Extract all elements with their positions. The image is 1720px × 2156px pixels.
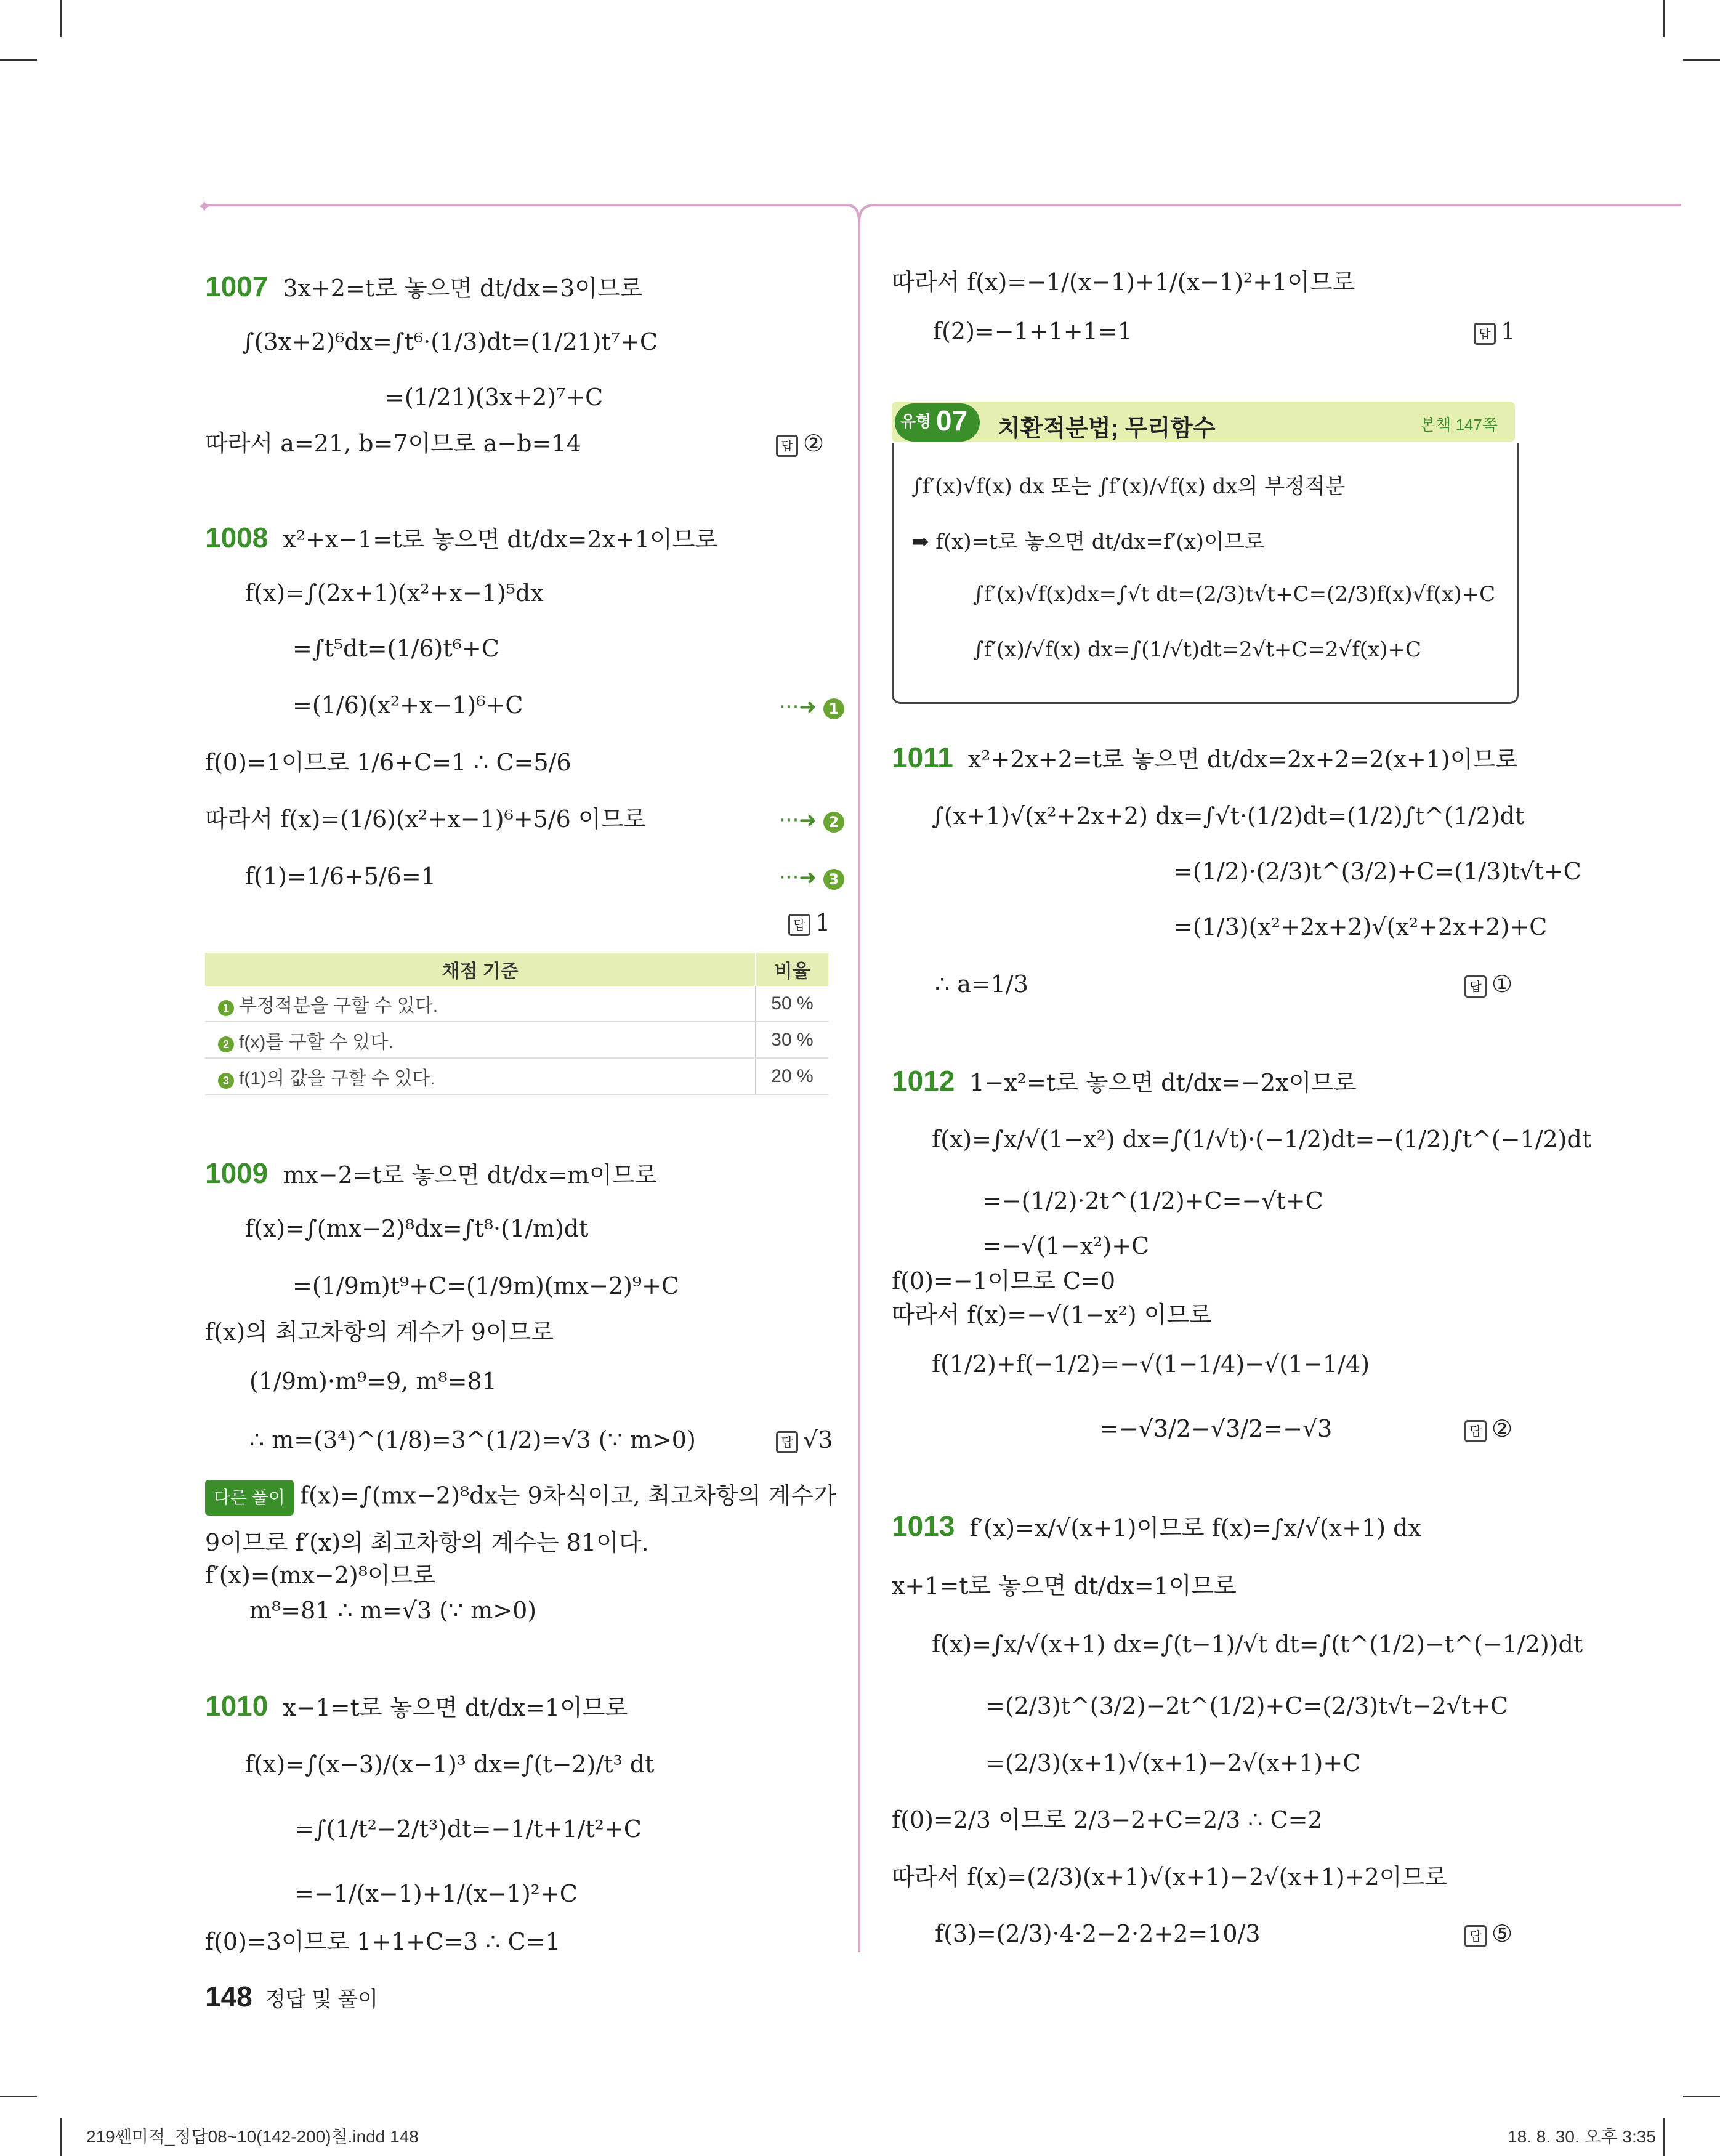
problem-1008-line-1: 1008 x²+x−1=t로 놓으면 dt/dx=2x+1이므로 xyxy=(205,522,718,554)
answer-icon: 답 xyxy=(1474,323,1496,345)
answer-icon: 답 xyxy=(1464,1925,1487,1947)
problem-1010-line-3: =∫(1/t²−2/t³)dt=−1/t+1/t²+C xyxy=(294,1815,642,1843)
problem-1008-line-3: =∫t⁵dt=(1/6)t⁶+C xyxy=(293,635,499,662)
section-badge-number: 07 xyxy=(936,405,968,437)
problem-1008-line-6: 따라서 f(x)=(1/6)(x²+x−1)⁶+5/6 이므로 xyxy=(205,805,647,833)
summary-line-2: ➡ f(x)=t로 놓으면 dt/dx=f′(x)이므로 xyxy=(911,530,1265,554)
crop-mark xyxy=(1683,2096,1720,2097)
crop-mark xyxy=(1663,0,1665,37)
problem-1011-line-3: =(1/2)·(2/3)t^(3/2)+C=(1/3)t√t+C xyxy=(1173,858,1581,885)
ratio-header: 비율 xyxy=(756,953,828,986)
summary-line-4: ∫f′(x)/√f(x) dx=∫(1/√t)dt=2√t+C=2√f(x)+C xyxy=(973,637,1421,662)
problem-1008-line-4: =(1/6)(x²+x−1)⁶+C xyxy=(293,692,523,719)
problem-1012-line-8: =−√3/2−√3/2=−√3 xyxy=(1099,1415,1333,1442)
answer-icon: 답 xyxy=(1464,1420,1487,1442)
summary-line-1: ∫f′(x)√f(x) dx 또는 ∫f′(x)/√f(x) dx의 부정적분 xyxy=(911,474,1346,499)
problem-1012-line-1: 1012 1−x²=t로 놓으면 dt/dx=−2x이므로 xyxy=(892,1065,1357,1097)
problem-1013-line-7: 따라서 f(x)=(2/3)(x+1)√(x+1)−2√(x+1)+2이므로 xyxy=(892,1863,1447,1891)
crop-mark xyxy=(60,2118,62,2156)
problem-1007-line-1: 1007 3x+2=t로 놓으면 dt/dx=3이므로 xyxy=(205,270,643,302)
answer-icon: 답 xyxy=(1464,975,1487,998)
problem-1010-line-5: f(0)=3이므로 1+1+C=3 ∴ C=1 xyxy=(205,1928,560,1955)
page-label: 정답 및 풀이 xyxy=(265,1988,378,2011)
alt-solution-line-4: m⁸=81 ∴ m=√3 (∵ m>0) xyxy=(249,1597,537,1624)
page-footer xyxy=(205,1980,378,2013)
problem-1009-line-3: =(1/9m)t⁹+C=(1/9m)(mx−2)⁹+C xyxy=(293,1272,680,1299)
problem-1008-line-5: f(0)=1이므로 1/6+C=1 ∴ C=5/6 xyxy=(205,749,571,776)
section-badge-label: 유형 xyxy=(900,412,932,430)
section-reference: 본책 147쪽 xyxy=(1420,416,1498,434)
section-title: 치환적분법; 무리함수 xyxy=(998,416,1216,442)
answer-1013: 답 ⑤ xyxy=(1464,1918,1512,1949)
answer-1011: 답 ① xyxy=(1464,969,1512,999)
summary-line-3: ∫f′(x)√f(x)dx=∫√t dt=(2/3)t√t+C=(2/3)f(x)√f(x)+C xyxy=(973,582,1496,607)
alt-solution-line-3: f′(x)=(mx−2)⁸이므로 xyxy=(205,1562,436,1589)
problem-1007-line-3: =(1/21)(3x+2)⁷+C xyxy=(385,384,604,411)
problem-1009-line-1: 1009 mx−2=t로 놓으면 dt/dx=m이므로 xyxy=(205,1157,658,1189)
problem-1013-line-6: f(0)=2/3 이므로 2/3−2+C=2/3 ∴ C=2 xyxy=(892,1806,1323,1833)
problem-1009-line-4: f(x)의 최고차항의 계수가 9이므로 xyxy=(205,1318,554,1346)
crop-mark xyxy=(60,0,62,37)
page-number: 148 xyxy=(205,1980,252,2013)
answer-1007: 답 ② xyxy=(776,428,824,459)
problem-1012-line-6: 따라서 f(x)=−√(1−x²) 이므로 xyxy=(892,1301,1212,1328)
answer-1009: 답 √3 xyxy=(776,1424,833,1455)
alt-solution-line-2: 9이므로 f′(x)의 최고차항의 계수는 81이다. xyxy=(205,1529,649,1556)
problem-1009-line-2: f(x)=∫(mx−2)⁸dx=∫t⁸·(1/m)dt xyxy=(245,1215,589,1242)
step-mark-3: ···➜ 3 xyxy=(779,865,844,890)
problem-1010-line-1: 1010 x−1=t로 놓으면 dt/dx=1이므로 xyxy=(205,1690,628,1722)
problem-1012-line-5: f(0)=−1이므로 C=0 xyxy=(892,1267,1116,1294)
problem-1007-line-2: ∫(3x+2)⁶dx=∫t⁶·(1/3)dt=(1/21)t⁷+C xyxy=(242,328,658,355)
alt-solution-line-1: 다른 풀이 f(x)=∫(mx−2)⁸dx는 9차식이고, 최고차항의 계수가 xyxy=(205,1480,836,1516)
problem-1010-cont-line-1: 따라서 f(x)=−1/(x−1)+1/(x−1)²+1이므로 xyxy=(892,268,1355,296)
problem-1011-line-4: =(1/3)(x²+2x+2)√(x²+2x+2)+C xyxy=(1173,913,1548,940)
step-mark-1: ···➜ 1 xyxy=(779,695,844,719)
table-row: 1 부정적분을 구할 수 있다. 50 % xyxy=(205,986,828,1022)
problem-1013-line-4: =(2/3)t^(3/2)−2t^(1/2)+C=(2/3)t√t−2√t+C xyxy=(985,1692,1509,1719)
problem-1010-line-4: =−1/(x−1)+1/(x−1)²+C xyxy=(294,1880,578,1907)
answer-icon: 답 xyxy=(776,435,798,457)
table-row: 3 f(1)의 값을 구할 수 있다. 20 % xyxy=(205,1058,828,1094)
problem-1012-line-7: f(1/2)+f(−1/2)=−√(1−1/4)−√(1−1/4) xyxy=(932,1351,1370,1378)
crop-mark xyxy=(0,59,37,61)
problem-1010-line-2: f(x)=∫(x−3)/(x−1)³ dx=∫(t−2)/t³ dt xyxy=(245,1751,655,1778)
problem-1013-line-8: f(3)=(2/3)·4·2−2·2+2=10/3 xyxy=(935,1920,1261,1947)
crop-mark xyxy=(0,2096,37,2097)
table-row: 2 f(x)를 구할 수 있다. 30 % xyxy=(205,1022,828,1058)
answer-1008: 답 1 xyxy=(788,907,830,938)
problem-1013-line-5: =(2/3)(x+1)√(x+1)−2√(x+1)+C xyxy=(985,1750,1361,1777)
problem-1011-line-5: ∴ a=1/3 xyxy=(935,971,1028,998)
problem-1012-line-2: f(x)=∫x/√(1−x²) dx=∫(1/√t)·(−1/2)dt=−(1/2)∫t^(−1/2)dt xyxy=(932,1126,1592,1153)
crop-mark xyxy=(1683,59,1720,61)
answer-1010: 답 1 xyxy=(1474,316,1516,347)
crop-mark xyxy=(1663,2118,1665,2156)
problem-1012-line-4: =−√(1−x²)+C xyxy=(982,1232,1150,1259)
problem-1008-line-2: f(x)=∫(2x+1)(x²+x−1)⁵dx xyxy=(245,579,544,607)
problem-1009-line-5: (1/9m)·m⁹=9, m⁸=81 xyxy=(249,1368,497,1395)
problem-1011-line-2: ∫(x+1)√(x²+2x+2) dx=∫√t·(1/2)dt=(1/2)∫t^(1/2)dt xyxy=(932,802,1525,830)
answer-1012: 답 ② xyxy=(1464,1413,1512,1444)
problem-1013-line-1: 1013 f′(x)=x/√(x+1)이므로 f(x)=∫x/√(x+1) dx xyxy=(892,1510,1421,1542)
answer-icon: 답 xyxy=(788,914,810,936)
problem-1008-line-7: f(1)=1/6+5/6=1 xyxy=(245,863,436,890)
answer-icon: 답 xyxy=(776,1431,798,1453)
problem-1010-cont-line-2: f(2)=−1+1+1=1 xyxy=(933,318,1133,345)
problem-1012-line-3: =−(1/2)·2t^(1/2)+C=−√t+C xyxy=(982,1187,1323,1214)
criteria-header: 채점 기준 xyxy=(205,953,756,986)
svg-text:✦: ✦ xyxy=(197,197,212,217)
print-slug-file: 219쎈미적_정답08~10(142-200)칠.indd 148 xyxy=(86,2127,419,2146)
problem-1013-line-2: x+1=t로 놓으면 dt/dx=1이므로 xyxy=(892,1572,1237,1599)
problem-1009-line-6: ∴ m=(3⁴)^(1/8)=3^(1/2)=√3 (∵ m>0) xyxy=(249,1426,696,1453)
problem-1011-line-1: 1011 x²+2x+2=t로 놓으면 dt/dx=2x+2=2(x+1)이므로 xyxy=(892,741,1518,773)
alt-solution-label: 다른 풀이 xyxy=(205,1480,294,1516)
problem-1007-line-4: 따라서 a=21, b=7이므로 a−b=14 xyxy=(205,430,581,457)
grading-criteria-table xyxy=(205,953,828,1095)
print-slug-date: 18. 8. 30. 오후 3:35 xyxy=(1508,2127,1656,2146)
problem-1013-line-3: f(x)=∫x/√(x+1) dx=∫(t−1)/√t dt=∫(t^(1/2)−t^(−1/2))dt xyxy=(932,1631,1583,1658)
step-mark-2: ···➜ 2 xyxy=(779,808,844,833)
